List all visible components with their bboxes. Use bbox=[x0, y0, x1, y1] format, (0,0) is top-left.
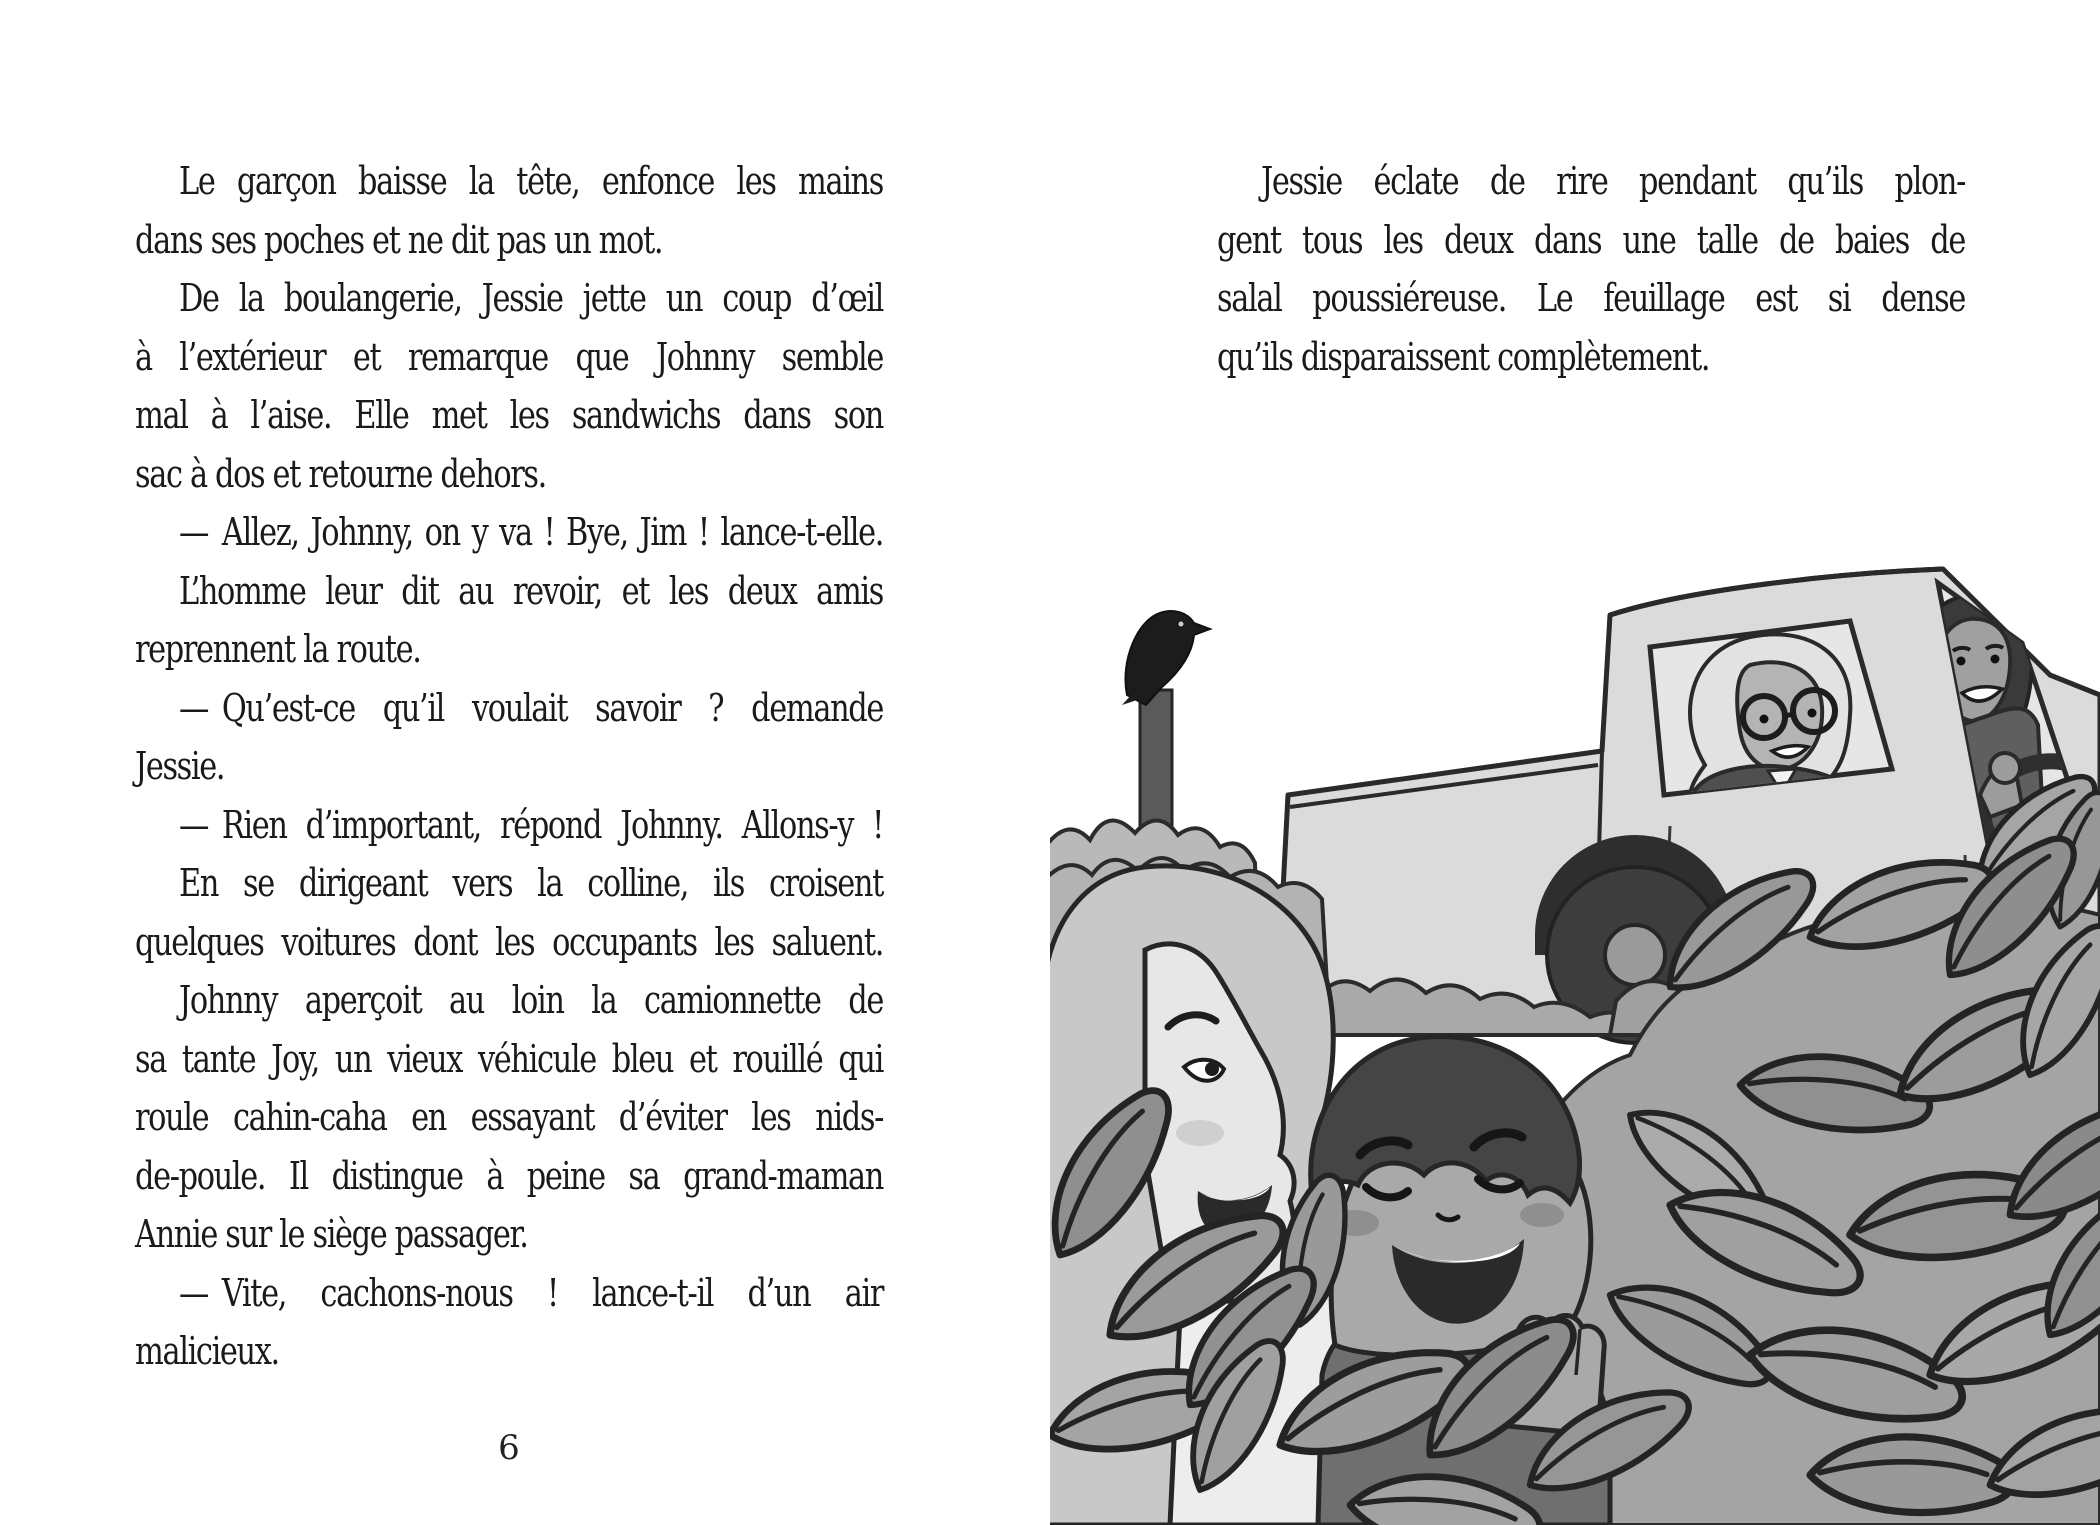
crow-on-post bbox=[1122, 611, 1210, 840]
text-line: Johnny aperçoit au loin la camionnette de bbox=[179, 978, 883, 1022]
text-line: salal poussiéreuse. Le feuillage est si dense bbox=[1217, 276, 1965, 320]
text-line: — Rien d’important, répond Johnny. Allons-y ! bbox=[179, 802, 883, 847]
left-text-column bbox=[135, 152, 883, 1381]
text-line: malicieux. bbox=[135, 1329, 279, 1373]
right-page bbox=[1050, 0, 2100, 1525]
text-line: dans ses poches et ne dit pas un mot. bbox=[135, 217, 663, 262]
text-line: gent tous les deux dans une talle de baies de bbox=[1217, 217, 1965, 262]
text-line: reprennent la route. bbox=[135, 627, 421, 671]
text-line: De la boulangerie, Jessie jette un coup d’œil bbox=[179, 276, 883, 320]
page-number: 6 bbox=[498, 1428, 520, 1468]
illustration bbox=[1050, 555, 2100, 1525]
right-text-column bbox=[1217, 152, 1965, 386]
text-line: mal à l’aise. Elle met les sandwichs dans son bbox=[135, 393, 883, 437]
text-line: Jessie. bbox=[135, 744, 225, 788]
text-line: — Vite, cachons-nous ! lance-t-il d’un air bbox=[179, 1270, 883, 1315]
text-line: — Qu’est-ce qu’il voulait savoir ? demande bbox=[179, 685, 883, 730]
text-line: roule cahin-caha en essayant d’éviter les nids- bbox=[135, 1095, 883, 1139]
text-line: qu’ils disparaissent complètement. bbox=[1217, 334, 1710, 379]
text-line: Jessie éclate de rire pendant qu’ils plon- bbox=[1261, 159, 1965, 203]
text-line: quelques voitures dont les occupants les saluent. bbox=[135, 919, 883, 964]
text-line: En se dirigeant vers la colline, ils croisent bbox=[179, 861, 883, 905]
text-line: — Allez, Johnny, on y va ! Bye, Jim ! lance-t-elle. bbox=[179, 510, 883, 554]
text-line: L’homme leur dit au revoir, et les deux amis bbox=[179, 568, 883, 613]
text-line: Le garçon baisse la tête, enfonce les mains bbox=[179, 159, 883, 203]
text-line: sa tante Joy, un vieux véhicule bleu et rouillé qui bbox=[135, 1036, 883, 1081]
text-line: de-poule. Il distingue à peine sa grand-maman bbox=[135, 1153, 883, 1198]
text-line: sac à dos et retourne dehors. bbox=[135, 451, 546, 496]
text-line: Annie sur le siège passager. bbox=[135, 1212, 528, 1256]
text-line: à l’extérieur et remarque que Johnny semble bbox=[135, 334, 883, 379]
